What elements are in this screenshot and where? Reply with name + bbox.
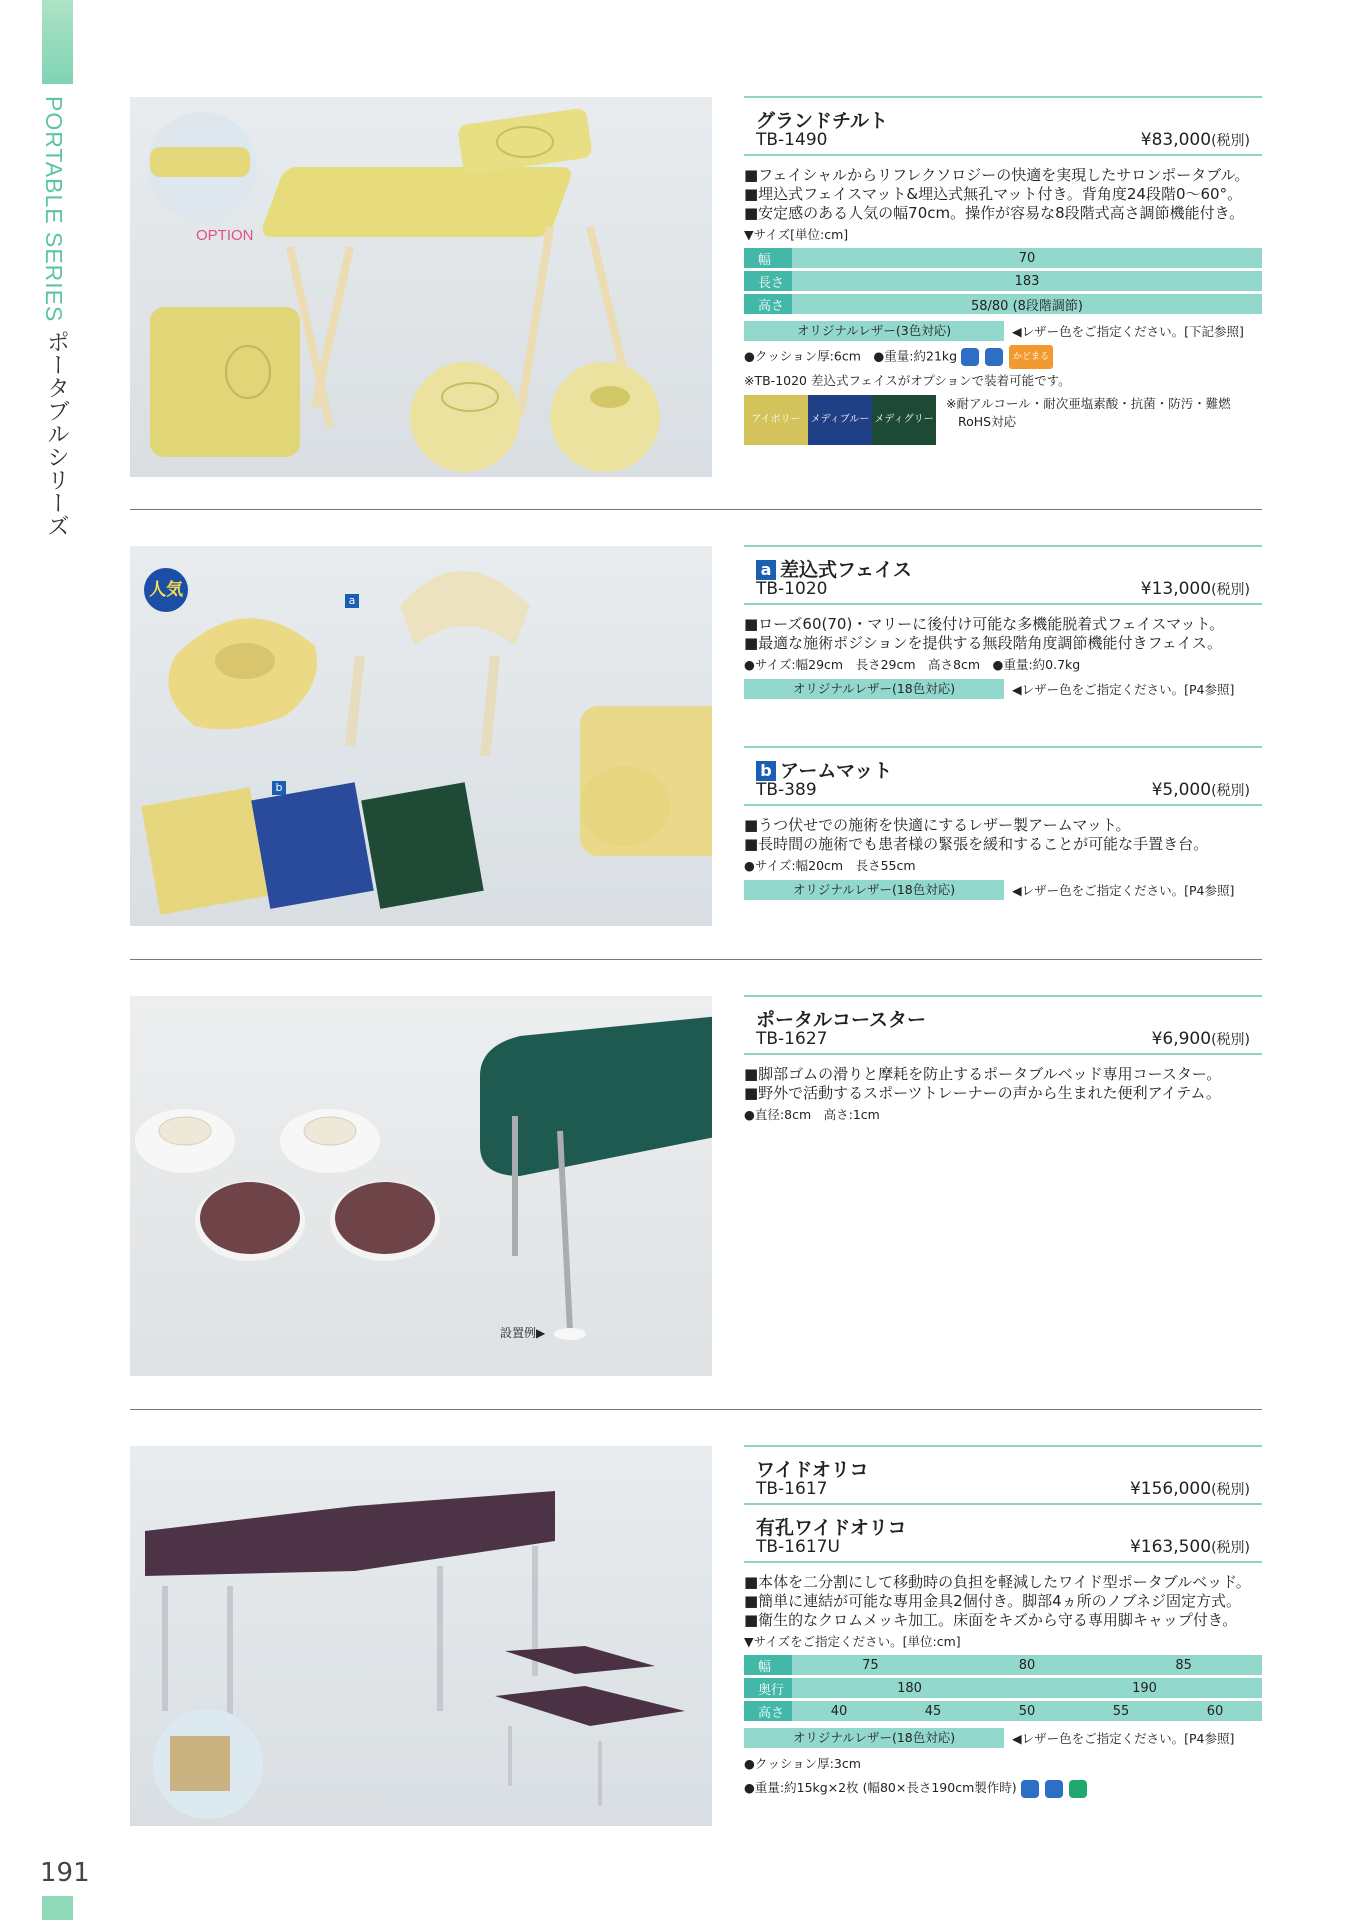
product-name: b アームマット [756,756,1262,780]
section-divider [130,509,1262,510]
size-table: 幅 70 長さ 183 高さ 58/80 (8段階調節) [744,245,1262,317]
product-size: ●直径:8cm 高さ:1cm [744,1107,880,1122]
product-price: ¥6,900(税別) [1151,1029,1250,1049]
title-rule-bottom [744,804,1262,806]
title-rule-mid [744,1503,1262,1505]
photo-label-a: a [345,594,359,608]
leather-row: オリジナルレザー(18色対応) ◀レザー色をご指定ください。[P4参照] [744,679,1262,699]
leather-row: オリジナルレザー(3色対応) ◀レザー色をご指定ください。[下記参照] [744,321,1262,341]
product-description: ■うつ伏せでの施術を快適にするレザー製アームマット。 ■長時間の施術でも患者様の緊張を緩和することが可能な手置き台。 [744,816,1209,853]
product-description: ■フェイシャルからリフレクソロジーの快適を実現したサロンポータブル。 ■埋込式フェイスマット&埋込式無孔マット付き。背角度24段階0〜60°。 ■安定感のある人気の幅70cm。操作が容易な8段階式高さ調節機能付き。 [744,166,1250,222]
product-price: ¥83,000(税別) [1140,130,1250,150]
wide-oriko-photo [130,1446,712,1826]
product-size: ●サイズ:幅29cm 長さ29cm 高さ8cm ●重量:約0.7kg [744,657,1081,672]
section-divider [130,1409,1262,1410]
page-number: 191 [40,1858,90,1888]
photo-label-b: b [272,781,286,795]
product-size: ●サイズ:幅20cm 長さ55cm [744,858,916,873]
product-price: ¥5,000(税別) [1151,780,1250,800]
cushion: ●クッション厚:3cm [744,1756,861,1771]
coaster-photo [130,996,712,1376]
product-name: ポータルコースター [756,1009,927,1031]
title-rule-bottom [744,154,1262,156]
title-rule [744,746,1262,748]
sidebar-accent-strip [42,0,73,84]
product-code: TB-1020 [756,579,828,599]
product-description: ■ローズ60(70)・マリーに後付け可能な多機能脱着式フェイスマット。 ■最適な施術ポジションを提供する無段階角度調節機能付きフェイス。 [744,615,1225,652]
leather-row: オリジナルレザー(18色対応) ◀レザー色をご指定ください。[P4参照] [744,880,1262,900]
title-rule [744,545,1262,547]
product-code: TB-1617 [756,1479,828,1499]
title-rule-bottom [744,603,1262,605]
product-code: TB-1627 [756,1029,828,1049]
title-rule [744,96,1262,98]
title-rule-bottom [744,1053,1262,1055]
title-rule-bottom [744,1561,1262,1563]
title-rule [744,995,1262,997]
section-divider [130,959,1262,960]
swatch-ivory: アイボリー [744,395,808,445]
product-name-2: 有孔ワイドオリコ [756,1517,907,1539]
delivery-icon [1021,1780,1039,1798]
face-arm-photo [130,546,712,926]
product-code: TB-1490 [756,130,828,150]
delivery-icon [961,348,979,366]
size-table: 幅 75 80 85 奥行 180 190 高さ 40 45 50 55 60 [744,1652,1262,1724]
product-name: グランドチルト [756,110,889,132]
kadomaru-badge: かどまる [1009,345,1053,369]
face-info [744,545,1262,699]
popular-badge: 人気 [144,568,188,612]
product-description: ■脚部ゴムの滑りと摩耗を防止するポータブルベッド専用コースター。 ■野外で活動するスポーツトレーナーの声から生まれた便利アイテム。 [744,1065,1222,1102]
assembly-icon [1069,1780,1087,1798]
size-title: ▼サイズをご指定ください。[単位:cm] [744,1634,961,1649]
badge-a: a [756,560,776,580]
product-name: ワイドオリコ [756,1459,869,1481]
option-note: ※TB-1020 差込式フェイスがオプションで装着可能です。 [744,373,1071,388]
option-label: OPTION [196,227,254,244]
product-price: ¥13,000(税別) [1140,579,1250,599]
product-name: a 差込式フェイス [756,555,1262,579]
grand-tilt-photo [130,97,712,477]
swatch-medi-green: メディグリーン [872,395,936,445]
product-price: ¥156,000(税別) [1129,1479,1250,1499]
series-title-en: PORTABLE SERIES [41,96,67,323]
example-label: 設置例▶ [500,1326,546,1340]
delivery-icon [1045,1780,1063,1798]
swatch-medi-blue: メディブルー [808,395,872,445]
swatch-note: ※耐アルコール・耐次亜塩素酸・抗菌・防汚・難燃 RoHS対応 [946,396,1231,429]
product-price-2: ¥163,500(税別) [1129,1537,1250,1557]
weight: ●重量:約15kg×2枚 (幅80×長さ190cm製作時) [744,1778,1262,1798]
badge-b: b [756,761,776,781]
cushion-weight: ●クッション厚:6cm ●重量:約21kg かどまる [744,345,1262,369]
product-code: TB-389 [756,780,817,800]
coaster-info [744,995,1262,1125]
product-description: ■本体を二分割にして移動時の負担を軽減したワイド型ポータブルベッド。 ■簡単に連結が可能な専用金具2個付き。脚部4ヵ所のノブネジ固定方式。 ■衛生的なクロムメッキ加工。床面をキズから守る専用脚キャップ付き。 [744,1573,1251,1629]
title-rule [744,1445,1262,1447]
grand-tilt-info [744,96,1262,475]
sidebar-accent-strip-bottom [42,1896,73,1920]
leather-row: オリジナルレザー(18色対応) ◀レザー色をご指定ください。[P4参照] [744,1728,1262,1748]
series-title-jp: ポータブルシリーズ [43,330,69,537]
arm-info [744,746,1262,900]
product-code-2: TB-1617U [756,1537,840,1557]
size-title: ▼サイズ[単位:cm] [744,227,849,242]
color-swatches [744,395,1262,475]
wide-oriko-info [744,1445,1262,1798]
delivery-icon [985,348,1003,366]
